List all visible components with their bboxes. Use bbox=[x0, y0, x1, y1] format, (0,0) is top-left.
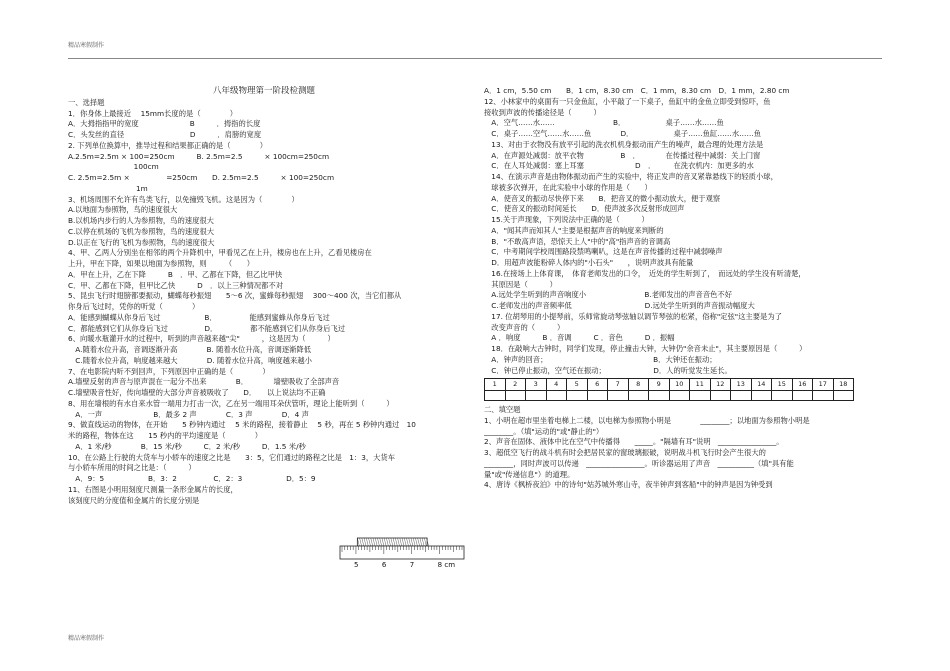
text-line: C.随着水位升高，响度越来越大 D. 随着水位升高，响度越来越小 bbox=[68, 355, 312, 365]
text-line: C．都能感到它们从你身后飞过 D． 都不能感到它们从你身后飞过 bbox=[68, 323, 346, 333]
answer-table bbox=[484, 378, 854, 401]
right-column bbox=[484, 86, 884, 491]
answer-blank-cell[interactable] bbox=[485, 391, 506, 401]
answer-number-cell: 4 bbox=[546, 379, 567, 391]
text-line: 一、选择题 bbox=[68, 97, 105, 107]
answer-number-cell: 7 bbox=[608, 379, 629, 391]
text-line: 米的路程，物体在这 15 秒内的平均速度是（ ） bbox=[68, 431, 263, 440]
ruler-label: 6 bbox=[381, 561, 387, 569]
answer-blank-cell[interactable] bbox=[833, 391, 854, 401]
text-line: A．甲在上升，乙在下降 B ．甲、乙都在下降，但乙比甲快 bbox=[68, 269, 283, 279]
text-line: B．"不敢高声语，恐惊天上人"中的"高"指声音的音调高 bbox=[484, 236, 671, 246]
text-line: 球被多次弹开，在此实验中小球的作用是（ ） bbox=[484, 182, 652, 192]
text-line: 5、昆虫飞行时翅膀都要振动，蝴蝶每秒振翅 5～6 次，蜜蜂每秒振翅 300～400 次，当它们都从 bbox=[68, 291, 402, 301]
answer-blank-cell[interactable] bbox=[710, 391, 731, 401]
answer-number-cell: 12 bbox=[710, 379, 731, 391]
ruler-figure bbox=[339, 536, 465, 570]
text-line: A．在声源处减弱：放平衣物 B ． 在传播过程中减弱：关上门窗 bbox=[484, 150, 761, 160]
exam-title: 八年级物理第一阶段检测题 bbox=[212, 86, 315, 96]
answer-blank-cell[interactable] bbox=[587, 391, 608, 401]
answer-blank-cell[interactable] bbox=[608, 391, 629, 401]
text-line: 2、声音在固体、液体中比在空气中传播得 _____。"隔墙有耳"说明 ________________。 bbox=[484, 437, 784, 447]
answer-blank-cell[interactable] bbox=[772, 391, 793, 401]
answer-table-numbers bbox=[485, 379, 854, 391]
text-line: A．能感到蝴蝶从你身后飞过 B． 能感到蜜蜂从你身后飞过 bbox=[68, 312, 330, 322]
text-line: 3、超低空飞行的战斗机有时会把居民家的窗玻璃振破，说明战斗机飞行时会产生很大的 bbox=[484, 448, 766, 457]
answer-number-cell: 13 bbox=[731, 379, 752, 391]
text-line: 3、机场周围不允许有鸟类飞行，以免撞毁飞机。这是因为（ ） bbox=[68, 194, 299, 204]
text-line: 16.在接场上上体育课， 体育老师发出的口令， 近处的学生听到了， 而远处的学生没有听清楚， bbox=[484, 268, 806, 278]
answer-number-cell: 16 bbox=[792, 379, 813, 391]
text-line: C.墙壁吸音性好，传向墙壁的大部分声音被吸收了 D． 以上说法均不正确 bbox=[68, 388, 326, 397]
answer-number-cell: 17 bbox=[813, 379, 834, 391]
text-line: A．1 cm，5.50 cm B．1 cm，8.30 cm C．1 mm，8.30 cm D．1 mm，2.80 cm bbox=[484, 86, 790, 95]
text-line: 8、用在墙根的有水自来水管一端用力打击一次，乙在另一端用耳朵伏管听，理论上能听到（ ） bbox=[68, 398, 394, 408]
answer-table-blank-row bbox=[485, 391, 854, 401]
text-line: A．大拇指指甲的宽度 B ．拇指的长度 bbox=[68, 119, 261, 129]
text-line: 1．你身体上最接近 15mm长度的是（ ） bbox=[68, 108, 238, 118]
text-line: A．9：5 B．3：2 C．2：3 D．5：9 bbox=[68, 474, 316, 483]
answer-blank-cell[interactable] bbox=[649, 391, 670, 401]
text-line: A ．响度 B ．音调 C ．音色 D ．振幅 bbox=[484, 333, 675, 343]
text-line: 你身后飞过时，凭你的听觉（ ） bbox=[68, 302, 200, 311]
text-line: 18．在敲响大古钟时，同学们发现，停止撞击大钟，大钟仍"余音未止"，其主要原因是（ ） bbox=[484, 344, 807, 353]
text-line: 14、在演示声音是由物体振动而产生的实验中，将正发声的音叉紧靠悬线下的轻质小球， bbox=[484, 172, 778, 181]
text-line: A.2.5m=2.5m × 100=250cm B. 2.5m=2.5 × 100cm=250cm bbox=[68, 151, 330, 161]
text-line: 17. 位胡琴用的小提琴前，乐师常旋动琴弦轴以调节琴弦的松紧，俗称"定弦"这主要是为了 bbox=[484, 311, 782, 321]
ruler-label: 5 bbox=[353, 561, 359, 569]
text-line: 6、向暖水瓶灌开水的过程中，听到的声音越来越"尖" ，这是因为（ ） bbox=[68, 334, 335, 344]
right-top-block bbox=[484, 86, 884, 376]
text-line: 9、做直线运动的物体，在开始 5 秒钟内通过 5 米的路程，接着静止 5 秒，再在 5 秒钟内通过 10 bbox=[68, 420, 416, 430]
answer-blank-cell[interactable] bbox=[792, 391, 813, 401]
text-line: 10、在公路上行驶的大货车与小轿车的速度之比是 3：5，它们通过的路程之比是 1：3，大货车 bbox=[68, 452, 396, 462]
answer-number-cell: 14 bbox=[751, 379, 772, 391]
text-line: 13、对由于衣物没有放平引起的洗衣机机身振动而产生的噪声，最合理的处理方法是 bbox=[484, 139, 764, 149]
answer-blank-cell[interactable] bbox=[628, 391, 649, 401]
text-line: 100cm bbox=[68, 162, 159, 172]
text-line: C．使音叉的振动时间延长 D．使声波多次反射形成回声 bbox=[484, 204, 685, 214]
left-column bbox=[68, 86, 460, 506]
text-line: 其原因是（ ） bbox=[484, 279, 557, 289]
text-line: C．钟已停止振动，空气还在振动； D．人的听觉发生延长。 bbox=[484, 365, 732, 375]
text-line: 11、右图是小明用刻度尺测量一条形金属片的长度， bbox=[68, 484, 238, 494]
text-line: C．在人耳处减弱：塞上耳塞 D ． 在洗衣机内：加更多的水 bbox=[484, 161, 754, 171]
answer-blank-cell[interactable] bbox=[546, 391, 567, 401]
text-line: C．桌子……空气……水……鱼 D． 桌子……鱼缸……水……鱼 bbox=[484, 129, 762, 138]
text-line: A.以地面为参照物，鸟的速度很大 bbox=[68, 205, 178, 215]
text-line: D.以正在飞行的飞机为参照物，鸟的速度很大 bbox=[68, 237, 215, 247]
answer-blank-cell[interactable] bbox=[505, 391, 526, 401]
text-line: 4、甲、乙两人分别坐在相邻的两个升降机中，甲看见乙在上升，楼房也在上升，乙看见楼房在 bbox=[68, 248, 372, 258]
answer-number-cell: 15 bbox=[772, 379, 793, 391]
answer-number-cell: 5 bbox=[567, 379, 588, 391]
text-line: 上升，甲在下降，如果以地面为参照物，则 （ ） bbox=[68, 259, 255, 268]
text-line: C．中考期间学校周围路段禁鸣喇叭，这是在声音传播的过程中减弱噪声 bbox=[484, 247, 723, 257]
answer-blank-cell[interactable] bbox=[813, 391, 834, 401]
text-line: 二、填空题 bbox=[484, 405, 521, 414]
right-bottom-block bbox=[484, 405, 884, 491]
text-line: A．1 米/秒 B．15 米/秒 C．2 米/秒 D．1.5 米/秒 bbox=[68, 441, 306, 451]
answer-blank-cell[interactable] bbox=[669, 391, 690, 401]
text-line: ________。（填"运动的"或"静止的"） bbox=[484, 426, 604, 436]
text-line: A．空气……水…… B． 桌子……水……鱼 bbox=[484, 118, 724, 128]
text-line: 量"或"传递信息"）的道理。 bbox=[484, 469, 575, 479]
text-line: A．钟声的回音； B．大钟还在振动； bbox=[484, 354, 717, 364]
text-line: 4、唐诗《枫桥夜泊》中的诗句"姑苏城外寒山寺，夜半钟声到客船"中的钟声是因为钟受到 bbox=[484, 480, 773, 490]
text-line: 12、小林家中的桌面有一只金鱼缸，小平敲了一下桌子，鱼缸中的金鱼立即受到惊吓，鱼 bbox=[484, 96, 771, 106]
answer-number-cell: 11 bbox=[690, 379, 711, 391]
answer-blank-cell[interactable] bbox=[751, 391, 772, 401]
answer-number-cell: 9 bbox=[649, 379, 670, 391]
text-line: A．一声 B．最多 2 声 C．3 声 D．4 声 bbox=[68, 409, 309, 419]
answer-number-cell: 3 bbox=[526, 379, 547, 391]
answer-number-cell: 6 bbox=[587, 379, 608, 391]
text-line: D．用超声波能粉碎人体内的"小石头" ，说明声波具有能量 bbox=[484, 258, 694, 267]
text-line: A.墙壁反射的声音与原声混在一起分不出来 B． 墙壁吸收了全部声音 bbox=[68, 377, 340, 387]
answer-blank-cell[interactable] bbox=[526, 391, 547, 401]
text-line: B.以机场内步行的人为参照物，鸟的速度很大 bbox=[68, 216, 214, 225]
text-line: ________，同时声波可以传递 ________________。听诊器运用了声音 __________（填"具有能 bbox=[484, 458, 794, 468]
text-line: 1m bbox=[68, 183, 148, 193]
answer-number-cell: 18 bbox=[833, 379, 854, 391]
text-line: C．头发丝的直径 D ．肩膀的宽度 bbox=[68, 130, 262, 139]
text-line: 2. 下列单位换算中，推导过程和结果都正确的是（ ） bbox=[68, 140, 267, 150]
text-line: 15.关于声现象，下列说法中正确的是（ ） bbox=[484, 215, 649, 224]
answer-blank-cell[interactable] bbox=[567, 391, 588, 401]
answer-number-cell: 1 bbox=[485, 379, 506, 391]
text-line: 该刻度尺的分度值和金属片的长度分别是 bbox=[68, 495, 200, 505]
text-line: A.远处学生听到的声音响度小 B.老师发出的声音音色不好 bbox=[484, 290, 733, 300]
answer-blank-cell[interactable] bbox=[731, 391, 752, 401]
answer-blank-cell[interactable] bbox=[690, 391, 711, 401]
ruler-label: 7 bbox=[409, 561, 415, 569]
text-line: A．使音叉的振动尽快停下来 B．把音叉的微小振动放大，便于观察 bbox=[484, 193, 721, 203]
answer-number-cell: 10 bbox=[669, 379, 690, 391]
text-line: 改变声音的（ ） bbox=[484, 322, 565, 332]
text-line: 1、小明在超市里坐着电梯上二楼，以电梯为参照物小明是 ________；以地面为参照物小明是 bbox=[484, 415, 810, 425]
header-divider bbox=[68, 58, 882, 59]
text-line: C.以停在机场的飞机为参照物，鸟的速度很大 bbox=[68, 226, 215, 236]
ruler-diagram bbox=[339, 536, 465, 570]
text-line: A．"闻其声而知其人"主要是根据声音的响度来判断的 bbox=[484, 225, 664, 235]
text-line: C．甲、乙都在下降，但甲比乙快 D ．以上三种情况都不对 bbox=[68, 280, 284, 290]
text-line: 接收到声波的传播途径是（ ） bbox=[484, 107, 601, 117]
text-line: 7、在电影院内听不到回声，下列原因中正确的是（ ） bbox=[68, 366, 270, 376]
text-line: C.老师发出的声音频率低 D.远处学生听到的声音振动幅度大 bbox=[484, 301, 755, 310]
footer-watermark: 精品寒假制作 bbox=[68, 635, 105, 642]
text-line: 与小轿车所用的时间之比是：（ ） bbox=[68, 463, 196, 473]
answer-number-cell: 2 bbox=[505, 379, 526, 391]
text-line: A.随着水位升高，音调逐渐升高 B. 随着水位升高，音调逐渐降低 bbox=[68, 345, 312, 354]
text-line: C. 2.5m=2.5m × =250cm D. 2.5m=2.5 × 100=250cm bbox=[68, 173, 335, 182]
ruler-label: 8 cm bbox=[437, 561, 456, 569]
answer-number-cell: 8 bbox=[628, 379, 649, 391]
header-watermark: 精品寒假制作 bbox=[68, 42, 105, 49]
